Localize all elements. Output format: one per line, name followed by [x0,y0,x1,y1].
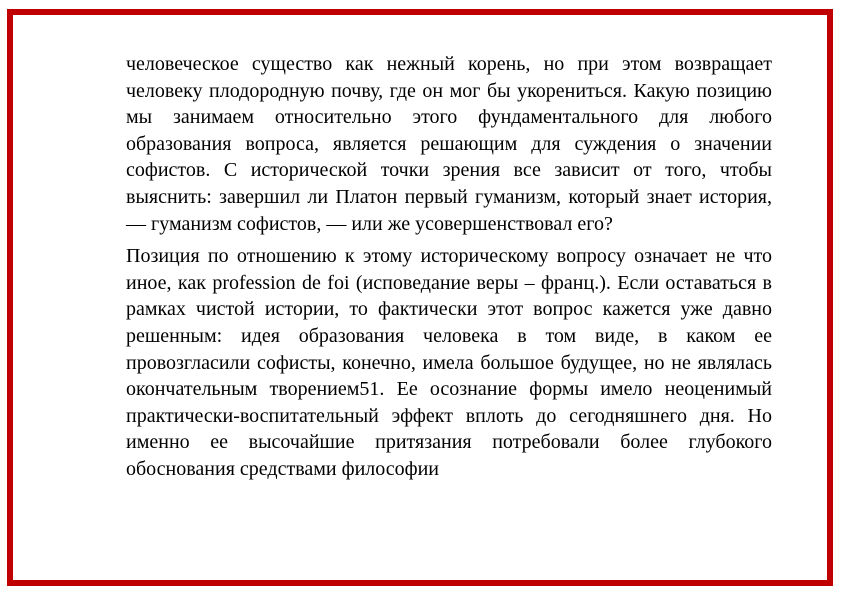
slide-text-body [126,51,772,489]
paragraph-1: человеческое существо как нежный корень, но при этом возвращает человеку плодородную почву, где он мог бы укорениться. Какую позицию мы занимаем относительно этого фундаментального для любого образования вопроса, является решающим для суждения о значении софистов. С исторической точки зрения все зависит от того, чтобы выяснить: завершил ли Платон первый гуманизм, который знает история, — гуманизм софистов, — или же усовершенствовал его? [126,53,772,235]
paragraph-2: Позиция по отношению к этому историческому вопросу означает не что иное, как profession de foi (исповедание веры – франц.). Если оставаться в рамках чистой истории, то фактически этот вопрос кажется уже давно решенным: идея образования человека в том виде, в каком ее провозгласили софисты, конечно, имела большое будущее, но не являлась окончательным творением51. Ее осознание формы имело неоценимый практически-воспитательный эффект вплоть до сегодняшнего дня. Но именно ее высочайшие притязания потребовали более глубокого обоснования средствами философии [126,245,772,480]
